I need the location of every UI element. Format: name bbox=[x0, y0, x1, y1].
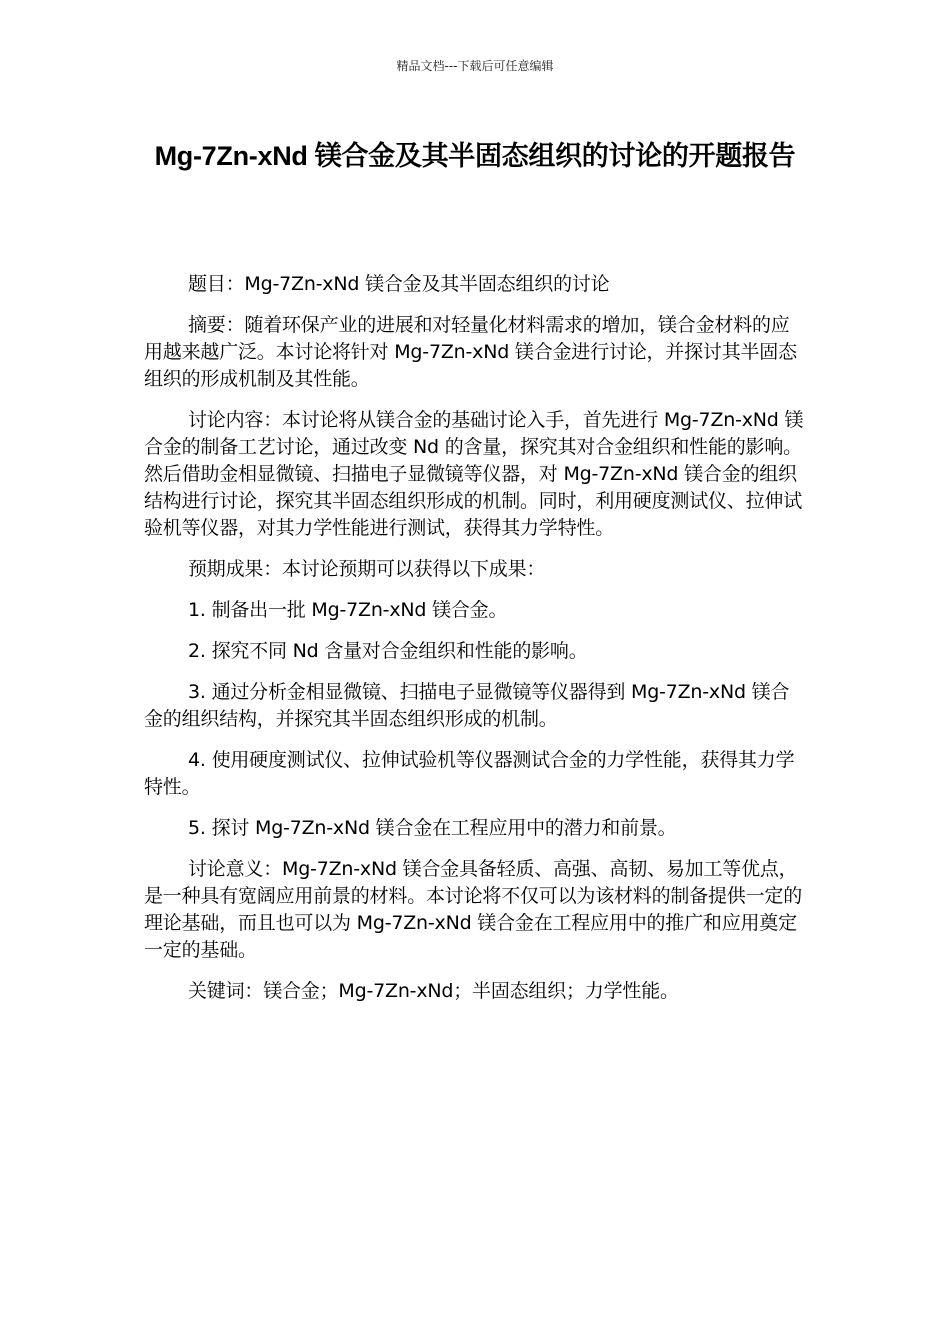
content-paragraph: 讨论内容：本讨论将从镁合金的基础讨论入手，首先进行 Mg-7Zn-xNd 镁合金的制备工艺讨论，通过改变 Nd 的含量，探究其对合金组织和性能的影响。然后借助金相显微镜、扫描电子显微镜等仪器，对 Mg-7Zn-xNd 镁合金的组织结构进行讨论，探究其半固态组织形成的机制。同时，利用硬度测试仪、拉伸试验机等仪器，对其力学性能进行测试，获得其力学特性。 bbox=[144, 409, 804, 539]
document-body bbox=[144, 271, 806, 1019]
result-item-4: 4. 使用硬度测试仪、拉伸试验机等仪器测试合金的力学性能，获得其力学特性。 bbox=[144, 749, 795, 798]
expected-results-paragraph: 预期成果：本讨论预期可以获得以下成果： bbox=[188, 558, 546, 580]
significance-paragraph: 讨论意义：Mg-7Zn-xNd 镁合金具备轻质、高强、高韧、易加工等优点，是一种具有宽阔应用前景的材料。本讨论将不仅可以为该材料的制备提供一定的理论基础，而且也可以为 Mg-7Zn-xNd 镁合金在工程应用中的推广和应用奠定一定的基础。 bbox=[144, 858, 803, 961]
topic-paragraph: 题目：Mg-7Zn-xNd 镁合金及其半固态组织的讨论 bbox=[188, 273, 610, 295]
result-item-5: 5. 探讨 Mg-7Zn-xNd 镁合金在工程应用中的潜力和前景。 bbox=[188, 817, 677, 839]
document-title: Mg-7Zn-xNd 镁合金及其半固态组织的讨论的开题报告 bbox=[154, 141, 796, 171]
abstract-paragraph: 摘要：随着环保产业的进展和对轻量化材料需求的增加，镁合金材料的应用越来越广泛。本讨论将针对 Mg-7Zn-xNd 镁合金进行讨论，并探讨其半固态组织的形成机制及其性能。 bbox=[144, 314, 797, 390]
header-note: 精品文档---下载后可任意编辑 bbox=[396, 59, 554, 73]
keywords-paragraph: 关键词：镁合金；Mg-7Zn-xNd；半固态组织；力学性能。 bbox=[188, 980, 679, 1002]
result-item-1: 1. 制备出一批 Mg-7Zn-xNd 镁合金。 bbox=[188, 599, 508, 621]
result-item-2: 2. 探究不同 Nd 含量对合金组织和性能的影响。 bbox=[188, 640, 588, 662]
result-item-3: 3. 通过分析金相显微镜、扫描电子显微镜等仪器得到 Mg-7Zn-xNd 镁合金的组织结构，并探究其半固态组织形成的机制。 bbox=[144, 681, 790, 730]
